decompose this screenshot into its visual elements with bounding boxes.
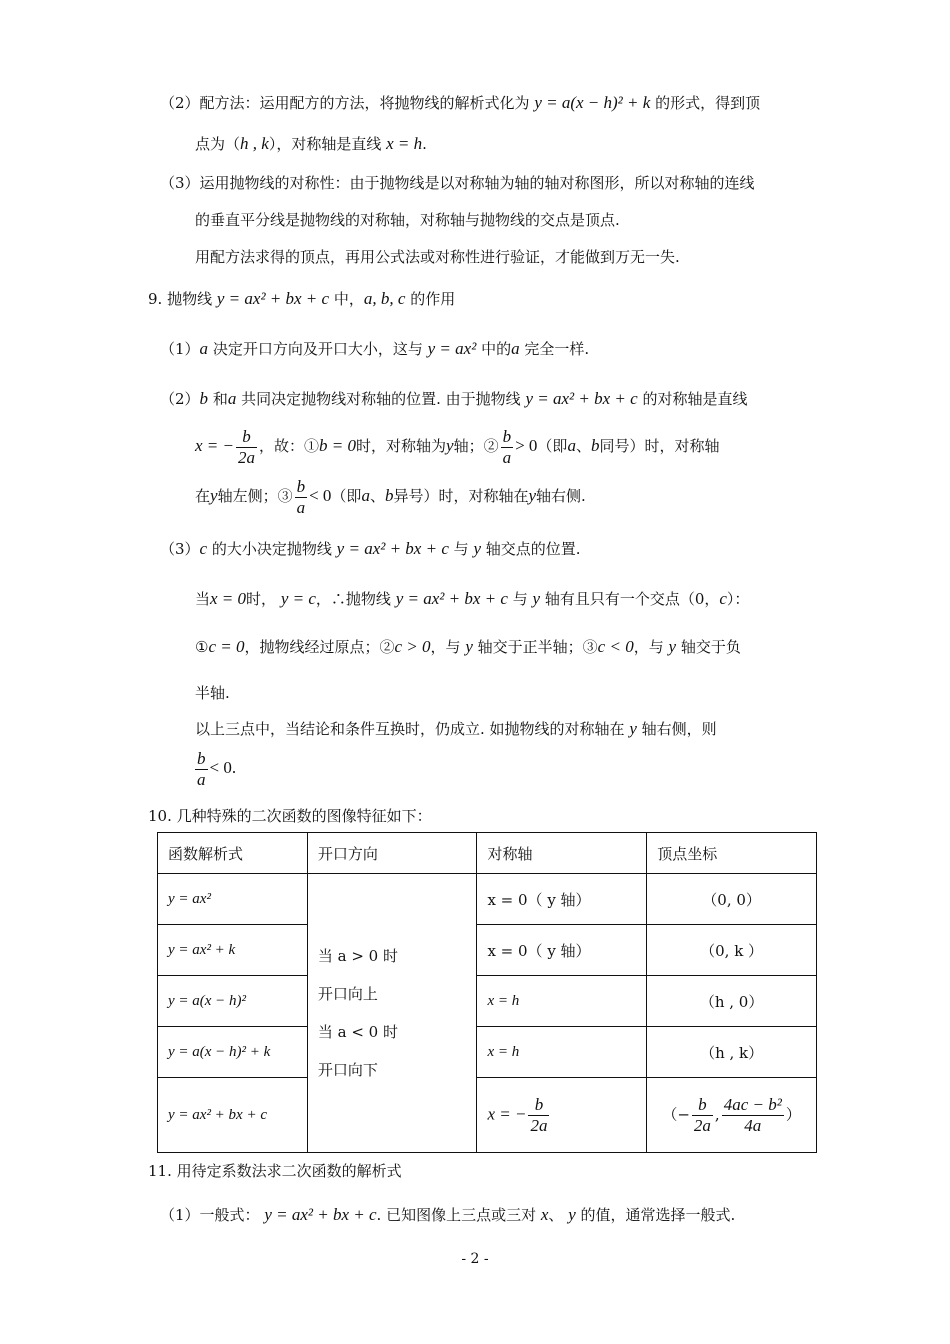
cell-vertex: （0, k ） (647, 925, 817, 976)
formula: b (590, 436, 600, 455)
s9-p3-line5 (195, 718, 717, 740)
numerator: b (528, 1095, 549, 1116)
opening-line: 当 a > 0 时 (317, 947, 398, 965)
denominator: 2a (530, 1115, 548, 1135)
text: 和 (212, 390, 228, 408)
formula: a (511, 339, 520, 358)
cell-vertex (647, 1078, 817, 1153)
text: 点为（ (195, 135, 241, 153)
text: （3） (160, 540, 200, 558)
formula: y (532, 589, 541, 608)
formula: < 0. (209, 758, 237, 777)
opening-line: 开口向下 (317, 1061, 378, 1079)
text: ，与 (430, 638, 461, 656)
formula: > 0 (515, 436, 538, 455)
text: 的作用 (410, 290, 456, 308)
opening-line: 开口向上 (317, 985, 378, 1003)
text: 同号）时，对称轴 (599, 437, 720, 455)
text: 时， (246, 590, 277, 608)
page-number: - 2 - (461, 1251, 489, 1267)
s9-p3-line2 (195, 588, 749, 610)
formula: x (540, 1205, 549, 1224)
formula: a, b, c (363, 289, 406, 308)
formula: x = − (195, 436, 234, 455)
text: 共同决定抛物线对称轴的位置. 由于抛物线 (241, 390, 521, 408)
formula: y (210, 486, 218, 505)
formula: b (384, 486, 394, 505)
fraction (195, 749, 208, 790)
table-row (158, 1027, 817, 1078)
text: 轴交于正半轴；③ (477, 638, 598, 656)
formula: y = c (280, 589, 316, 608)
formula: y = a(x − h)² + k (534, 93, 651, 112)
text: 轴交点的位置. (485, 540, 581, 558)
numerator: b (692, 1095, 713, 1116)
cell-formula: y = ax² + bx + c (158, 1078, 308, 1153)
text: ），对称轴是直线 (268, 135, 382, 153)
s8-p3-line2: 的垂直平分线是抛物线的对称轴，对称轴与抛物线的交点是顶点. (195, 211, 620, 229)
formula: h , k (240, 134, 269, 153)
formula: c (719, 589, 727, 608)
text: ，∴抛物线 (315, 590, 391, 608)
text: （2）配方法：运用配方的方法，将抛物线的解析式化为 (160, 94, 530, 112)
formula: y (528, 486, 537, 505)
s8-p3-line3: 用配方法求得的顶点，再用公式法或对称性进行验证，才能做到万无一失. (195, 248, 680, 266)
formula: c (199, 539, 208, 558)
text: , (714, 1105, 720, 1123)
text: 在 (195, 487, 211, 505)
formula: x = 0 (210, 589, 247, 608)
numerator: b (197, 748, 206, 768)
cell-formula: y = ax² + k (158, 925, 308, 976)
denominator: 2a (238, 447, 255, 467)
cell-vertex: （h , k） (647, 1027, 817, 1078)
fraction (528, 1095, 549, 1136)
numerator: b (296, 476, 306, 496)
text: . (422, 135, 427, 153)
text: （即 (331, 487, 362, 505)
text: 轴右侧. (536, 487, 586, 505)
table-row (158, 1078, 817, 1153)
formula: y = ax² + bx + c (216, 289, 330, 308)
table-row (158, 874, 817, 925)
fraction (722, 1095, 784, 1136)
s9-p2-line1 (160, 388, 747, 410)
text: 轴左侧；③ (217, 487, 293, 505)
text: 与 (453, 540, 469, 558)
cell-axis (477, 1078, 647, 1153)
cell-axis: x = h (477, 976, 647, 1027)
text: 当 (195, 590, 211, 608)
text: ，故：① (259, 437, 320, 455)
header-axis: 对称轴 (477, 833, 647, 874)
s11-p1 (160, 1204, 735, 1226)
text: 的对称轴是直线 (642, 390, 748, 408)
cell-vertex: （h , 0） (647, 976, 817, 1027)
denominator: a (502, 447, 512, 467)
formula: y = ax² + bx + c (395, 589, 508, 608)
text: 9. 抛物线 (148, 290, 213, 308)
formula: x = − (487, 1104, 527, 1123)
features-table (157, 832, 817, 1153)
formula: x = h (386, 134, 423, 153)
text: （− (662, 1105, 690, 1123)
formula: y (568, 1205, 576, 1224)
s9-p3-line4: 半轴. (195, 684, 230, 702)
header-vertex: 顶点坐标 (647, 833, 817, 874)
text: 完全一样. (524, 340, 590, 358)
fraction (501, 427, 514, 468)
formula: a (567, 436, 576, 455)
text: 以上三点中，当结论和条件互换时，仍成立. 如抛物线的对称轴在 (195, 720, 625, 738)
cell-vertex: （0, 0） (647, 874, 817, 925)
text: ） (785, 1105, 801, 1123)
denominator: 4a (744, 1115, 762, 1135)
cell-axis: x = 0（ y 轴） (477, 874, 647, 925)
denominator: a (296, 497, 306, 517)
text: （1）一般式： (160, 1206, 260, 1224)
table-row (158, 925, 817, 976)
formula: a (227, 389, 237, 408)
formula: c > 0 (394, 637, 431, 656)
s10-title: 10. 几种特殊的二次函数的图像特征如下： (148, 807, 432, 825)
formula: y (629, 719, 637, 738)
text: 异号）时，对称轴在 (393, 487, 529, 505)
text: （2） (160, 390, 200, 408)
s9-p1 (160, 338, 589, 360)
formula: y = ax² (427, 339, 477, 358)
formula: < 0 (309, 486, 332, 505)
header-formula: 函数解析式 (158, 833, 308, 874)
formula: c = 0 (208, 637, 245, 656)
denominator: 2a (693, 1115, 711, 1135)
numerator: 4ac − b² (723, 1094, 782, 1114)
header-opening: 开口方向 (307, 833, 477, 874)
formula: y = ax² + bx + c (264, 1205, 377, 1224)
cell-formula: y = ax² (158, 874, 308, 925)
formula: y = ax² + bx + c (336, 539, 449, 558)
opening-line: 当 a < 0 时 (317, 1023, 398, 1041)
text: 中的 (481, 340, 512, 358)
text: . 已知图像上三点或三对 (376, 1206, 537, 1224)
formula: c < 0 (597, 637, 634, 656)
s9-p3-line6 (193, 746, 236, 790)
text: ）： (726, 590, 750, 608)
formula: y (668, 637, 677, 656)
table-row (158, 976, 817, 1027)
text: 、 (369, 487, 385, 505)
text: 的值，通常选择一般式. (580, 1206, 736, 1224)
fraction (692, 1095, 713, 1136)
text: ，抛物线经过原点；② (244, 638, 395, 656)
formula: b = 0 (319, 436, 356, 455)
fraction (295, 477, 308, 518)
cell-opening (307, 874, 477, 1153)
text: （1） (160, 340, 200, 358)
text: ① (195, 638, 209, 656)
cell-axis: x = h (477, 1027, 647, 1078)
cell-formula: y = a(x − h)² (158, 976, 308, 1027)
s9-heading (148, 288, 455, 310)
text: 的形式，得到顶 (655, 94, 761, 112)
formula: y (446, 436, 454, 455)
s9-p3-line1 (160, 538, 581, 560)
text: （即 (537, 437, 568, 455)
s8-p3-line1: （3）运用抛物线的对称性：由于抛物线是以对称轴为轴的轴对称图形，所以对称轴的连线 (160, 174, 755, 192)
s9-p3-line3 (195, 636, 741, 658)
denominator: a (197, 769, 206, 789)
formula: a (361, 486, 370, 505)
text: 轴交于负 (680, 638, 741, 656)
formula: a (199, 339, 209, 358)
text: 与 (512, 590, 528, 608)
formula: y (465, 637, 473, 656)
s11-title: 11. 用待定系数法求二次函数的解析式 (148, 1162, 402, 1180)
numerator: b (236, 427, 257, 448)
text: 轴有且只有一个交点（0， (544, 590, 720, 608)
s8-p2-line1 (160, 92, 760, 114)
text: 时，对称轴为 (356, 437, 447, 455)
numerator: b (502, 426, 512, 446)
s9-p2-line3 (195, 474, 586, 518)
cell-axis: x = 0（ y 轴） (477, 925, 647, 976)
cell-formula: y = a(x − h)² + k (158, 1027, 308, 1078)
table-header-row (158, 833, 817, 874)
text: 轴；② (453, 437, 499, 455)
fraction (236, 427, 257, 468)
s8-p2-line2 (195, 133, 427, 155)
text: 、 (548, 1206, 564, 1224)
text: 的大小决定抛物线 (211, 540, 332, 558)
text: 、 (575, 437, 591, 455)
formula: b (199, 389, 209, 408)
formula: y = ax² + bx + c (525, 389, 638, 408)
s9-p2-line2 (195, 424, 719, 468)
text: 轴右侧，则 (641, 720, 717, 738)
text: 中， (333, 290, 364, 308)
formula: y (473, 539, 481, 558)
text: ，与 (633, 638, 664, 656)
text: 决定开口方向及开口大小，这与 (212, 340, 423, 358)
